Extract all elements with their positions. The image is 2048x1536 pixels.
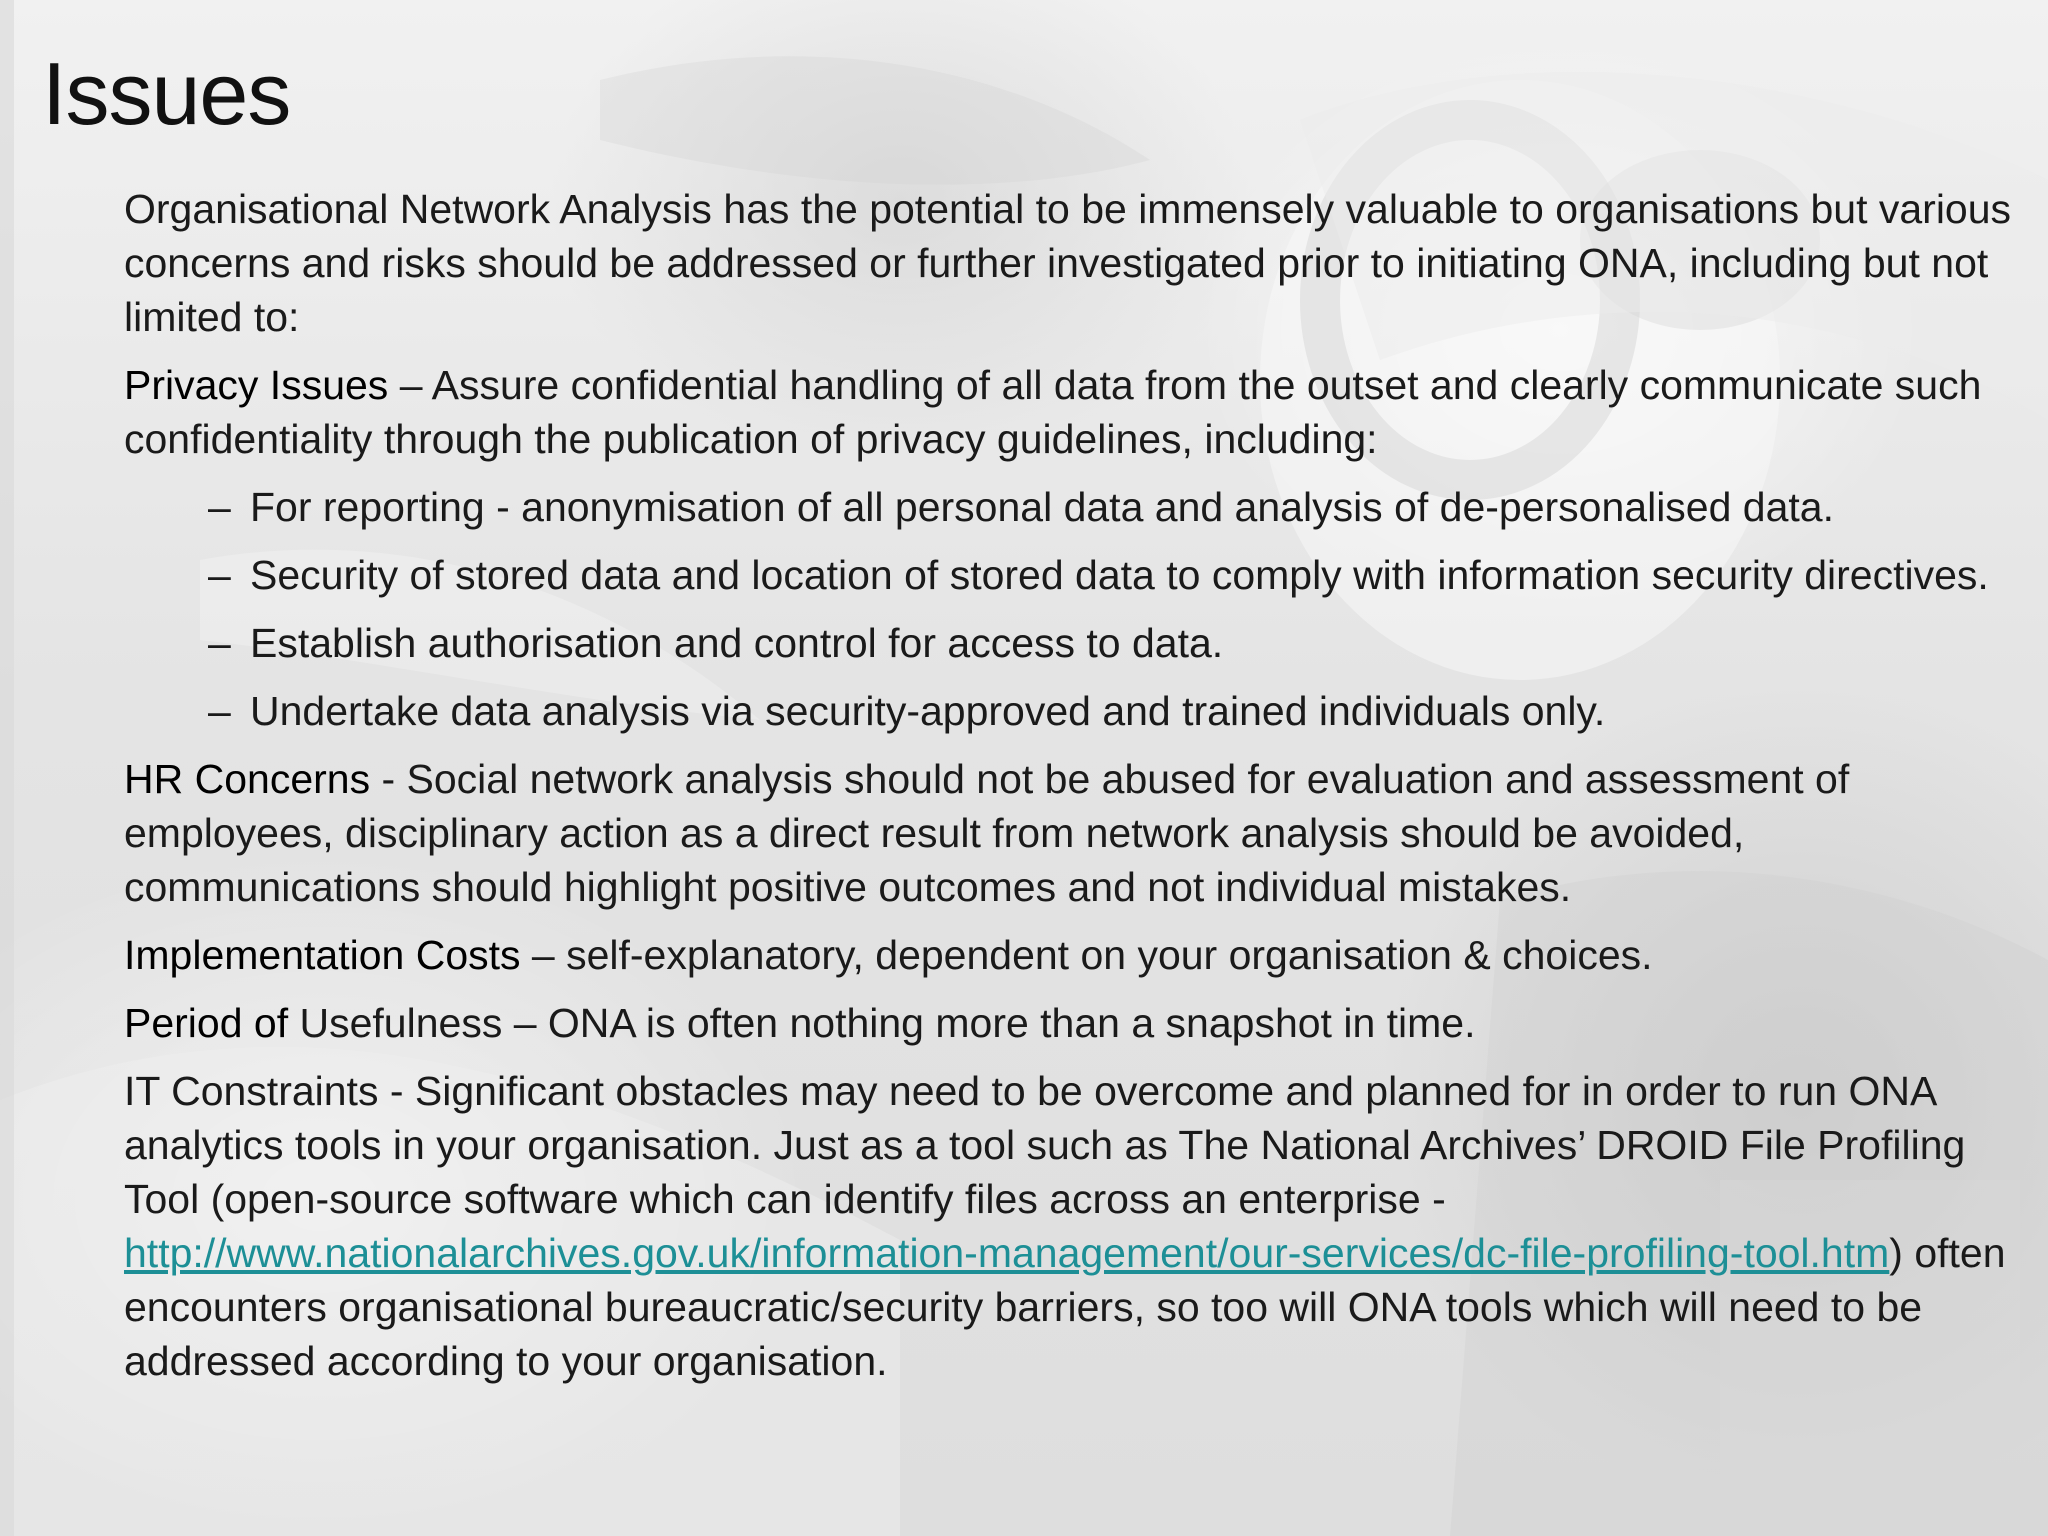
costs-paragraph bbox=[124, 928, 2024, 982]
period-lead: Period of bbox=[124, 1000, 289, 1046]
bullet-text: Undertake data analysis via security-approved and trained individuals only. bbox=[250, 688, 1606, 734]
costs-lead: Implementation Costs bbox=[124, 932, 521, 978]
bullet-item bbox=[124, 616, 2024, 670]
privacy-text: – Assure confidential handling of all data from the outset and clearly communicate such confidentiality through the publication of privacy guidelines, including: bbox=[124, 362, 1982, 462]
bullet-item bbox=[124, 548, 2024, 602]
bullet-text: Establish authorisation and control for access to data. bbox=[250, 620, 1224, 666]
slide-title: Issues bbox=[42, 44, 291, 143]
period-text: Usefulness – ONA is often nothing more than a snapshot in time. bbox=[288, 1000, 1476, 1046]
hr-lead: HR Concerns bbox=[124, 756, 371, 802]
period-paragraph bbox=[124, 996, 2024, 1050]
national-archives-link[interactable]: http://www.nationalarchives.gov.uk/information-management/our-services/dc-file-profiling-tool.htm bbox=[124, 1230, 1890, 1276]
bullet-text: Security of stored data and location of stored data to comply with information security directives. bbox=[250, 552, 1989, 598]
bullet-item bbox=[124, 684, 2024, 738]
bullet-item bbox=[124, 480, 2024, 534]
it-text-before: IT Constraints - Significant obstacles may need to be overcome and planned for in order to run ONA analytics tools in your organisation. Just as a tool such as The National Archives’ DROID File Profiling Tool (open-source software which can identify files across an enterprise - bbox=[124, 1068, 1966, 1222]
bullet-dash: – bbox=[208, 484, 231, 530]
bullet-text: For reporting - anonymisation of all personal data and analysis of de-personalised data. bbox=[250, 484, 1834, 530]
bullet-dash: – bbox=[208, 620, 231, 666]
intro-paragraph: Organisational Network Analysis has the potential to be immensely valuable to organisations but various concerns and risks should be addressed or further investigated prior to initiating ONA, including but not limited to: bbox=[124, 186, 2012, 340]
it-paragraph bbox=[124, 1064, 2024, 1388]
hr-text: - Social network analysis should not be abused for evaluation and assessment of employees, disciplinary action as a direct result from network analysis should be avoided, communications should highlight positive outcomes and not individual mistakes. bbox=[124, 756, 1850, 910]
bullet-dash: – bbox=[208, 688, 231, 734]
slide-body bbox=[124, 182, 2024, 1402]
costs-text: – self-explanatory, dependent on your organisation & choices. bbox=[520, 932, 1653, 978]
privacy-lead: Privacy Issues bbox=[124, 362, 389, 408]
bullet-dash: – bbox=[208, 552, 231, 598]
it-text-after: ) often encounters organisational bureaucratic/security barriers, so too will ONA tools which will need to be addressed according to your organisation. bbox=[124, 1230, 2006, 1384]
privacy-paragraph bbox=[124, 358, 2024, 466]
hr-paragraph bbox=[124, 752, 2024, 914]
